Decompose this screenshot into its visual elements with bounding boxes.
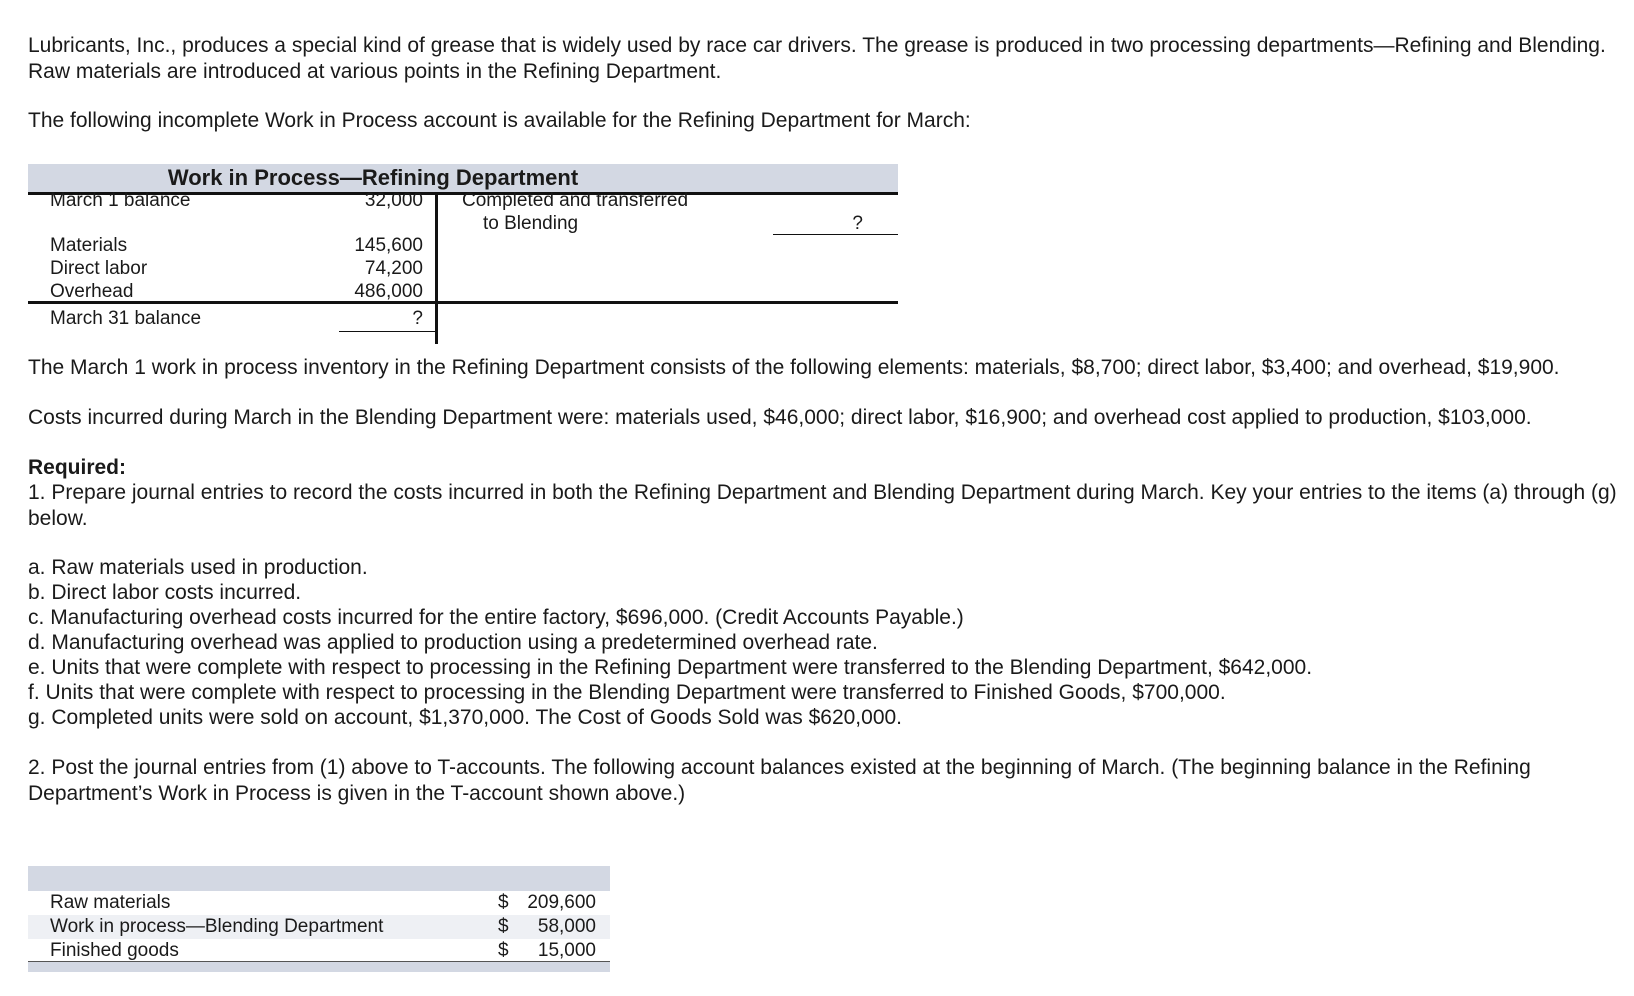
required-heading: Required: xyxy=(28,456,127,479)
list-item: f. Units that were complete with respect to processing in the Blending Department were transferred to Finished Goods, $700,000. xyxy=(28,681,1226,704)
credit-label-line2: to Blending xyxy=(483,213,579,234)
debit-amount: 74,200 xyxy=(364,258,423,279)
ending-balance-amount: ? xyxy=(412,308,423,329)
list-item: d. Manufacturing overhead was applied to production using a predetermined overhead rate. xyxy=(28,631,878,654)
intro-paragraph: Lubricants, Inc., produces a special kind of grease that is widely used by race car drivers. The grease is produced in two processing departments—Refining and Blending. Raw materials are introduced at various points in the Refining Department. xyxy=(28,34,1606,83)
debit-label: March 31 balance xyxy=(50,308,202,329)
debit-label: Overhead xyxy=(50,281,134,302)
list-item: b. Direct labor costs incurred. xyxy=(28,581,302,604)
requirement-2: 2. Post the journal entries from (1) above to T-accounts. The following account balances existed at the beginning of March. (The beginning balance in the Refining Department’s Work in Process is given in the T-account shown above.) xyxy=(28,756,1531,805)
debit-amount: 486,000 xyxy=(354,281,423,302)
credit-label-line1: Completed and transferred xyxy=(462,190,689,211)
debit-amount: 145,600 xyxy=(354,235,423,256)
table-row: Raw materials $ 209,600 xyxy=(50,892,596,913)
list-item: c. Manufacturing overhead costs incurred for the entire factory, $696,000. (Credit Accounts Payable.) xyxy=(28,606,964,629)
table-row: Finished goods $ 15,000 xyxy=(50,940,596,961)
credit-amount: ? xyxy=(852,213,863,234)
table-footer-bar xyxy=(28,962,610,972)
t-account-title: Work in Process—Refining Department xyxy=(28,164,898,192)
table-header-bar xyxy=(28,866,610,891)
list-item: e. Units that were complete with respect to processing in the Refining Department were transferred to the Blending Department, $642,000. xyxy=(28,656,1313,679)
blending-costs-text: Costs incurred during March in the Blending Department were: materials used, $46,000; direct labor, $16,900; and overhead cost applied to production, $103,000. xyxy=(28,406,1532,429)
beginning-balances-table xyxy=(28,866,610,972)
requirement-1: 1. Prepare journal entries to record the costs incurred in both the Refining Department and Blending Department during March. Key your entries to the items (a) through (g) below. xyxy=(28,481,1617,530)
t-account-refining xyxy=(28,162,898,346)
debit-label: Materials xyxy=(50,235,128,256)
debit-label: March 1 balance xyxy=(50,190,191,211)
debit-label: Direct labor xyxy=(50,258,148,279)
refining-beginning-inventory-text: The March 1 work in process inventory in the Refining Department consists of the following elements: materials, $8,700; direct labor, $3,400; and overhead, $19,900. xyxy=(28,356,1560,379)
t-account-intro: The following incomplete Work in Process account is available for the Refining Department for March: xyxy=(28,109,971,132)
list-item: a. Raw materials used in production. xyxy=(28,556,368,579)
table-row: Work in process—Blending Department $ 58,000 xyxy=(28,915,610,939)
list-item: g. Completed units were sold on account, $1,370,000. The Cost of Goods Sold was $620,000. xyxy=(28,706,903,729)
debit-amount: 32,000 xyxy=(364,190,423,211)
